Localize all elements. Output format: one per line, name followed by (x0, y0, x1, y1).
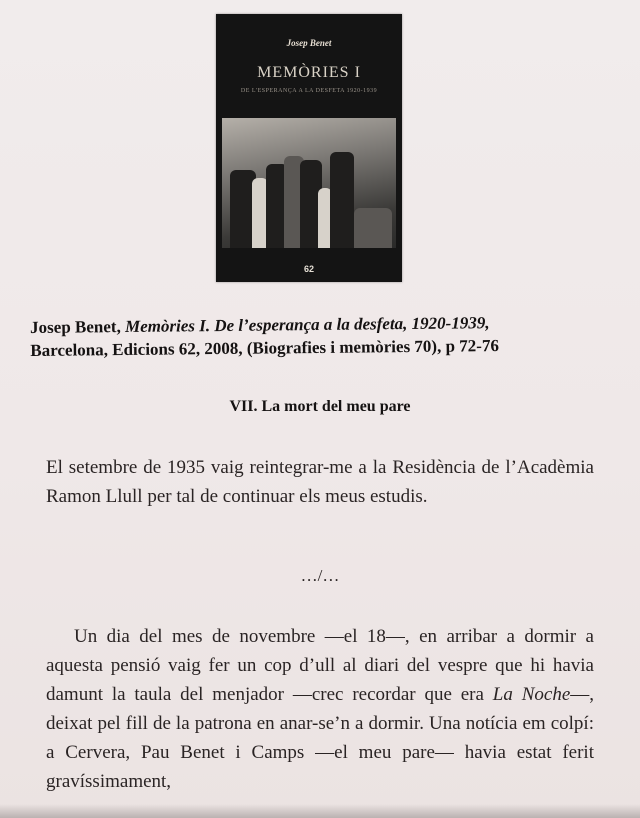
citation-title: Memòries I. De l’esperança a la desfeta, 1920-1939, (124, 313, 490, 337)
photo-figure (330, 152, 354, 248)
cover-title: MEMÒRIES I (257, 64, 361, 81)
cover-photograph (222, 118, 396, 248)
paragraph-2-text-a: Un dia del mes de novembre —el 18—, en arribar a dormir a aquesta pensió vaig fer un cop d’ull al diari del vespre que hi havia damunt la taula del menjador —crec recordar que era (46, 626, 594, 705)
citation-publication: Barcelona, Edicions 62, 2008, (Biografies i memòries 70), p 72-76 (30, 336, 499, 360)
book-cover-image (216, 14, 402, 282)
page-edge-shadow (0, 804, 640, 818)
cover-years: 1920-1939 (346, 88, 378, 94)
chapter-title: VII. La mort del meu pare (229, 398, 411, 415)
paragraph-1: El setembre de 1935 vaig reintegrar-me a la Residència de l’Acadèmia Ramon Llull per tal de continuar els meus estudis. (46, 457, 594, 507)
photo-rocks (354, 208, 392, 248)
cover-author: Josep Benet (286, 38, 332, 48)
newspaper-name: La Noche (492, 684, 571, 705)
paragraph-2 (46, 622, 594, 796)
publisher-logo: 62 (303, 264, 314, 274)
paragraph-2-text-b: —, deixat pel fill de la patrona en anar-se’n a dormir. Una notícia em colpí: a Cervera, Pau Benet i Camps —el meu pare— havia estat ferit gravíssimament, (46, 684, 595, 792)
citation-author: Josep Benet, (30, 317, 121, 337)
bibliographic-citation (30, 310, 620, 362)
cover-subtitle-text: DE L'ESPERANÇA A LA DESFETA (240, 88, 345, 94)
cover-subtitle (216, 88, 402, 94)
ellipsis-separator: …/… (300, 566, 340, 585)
